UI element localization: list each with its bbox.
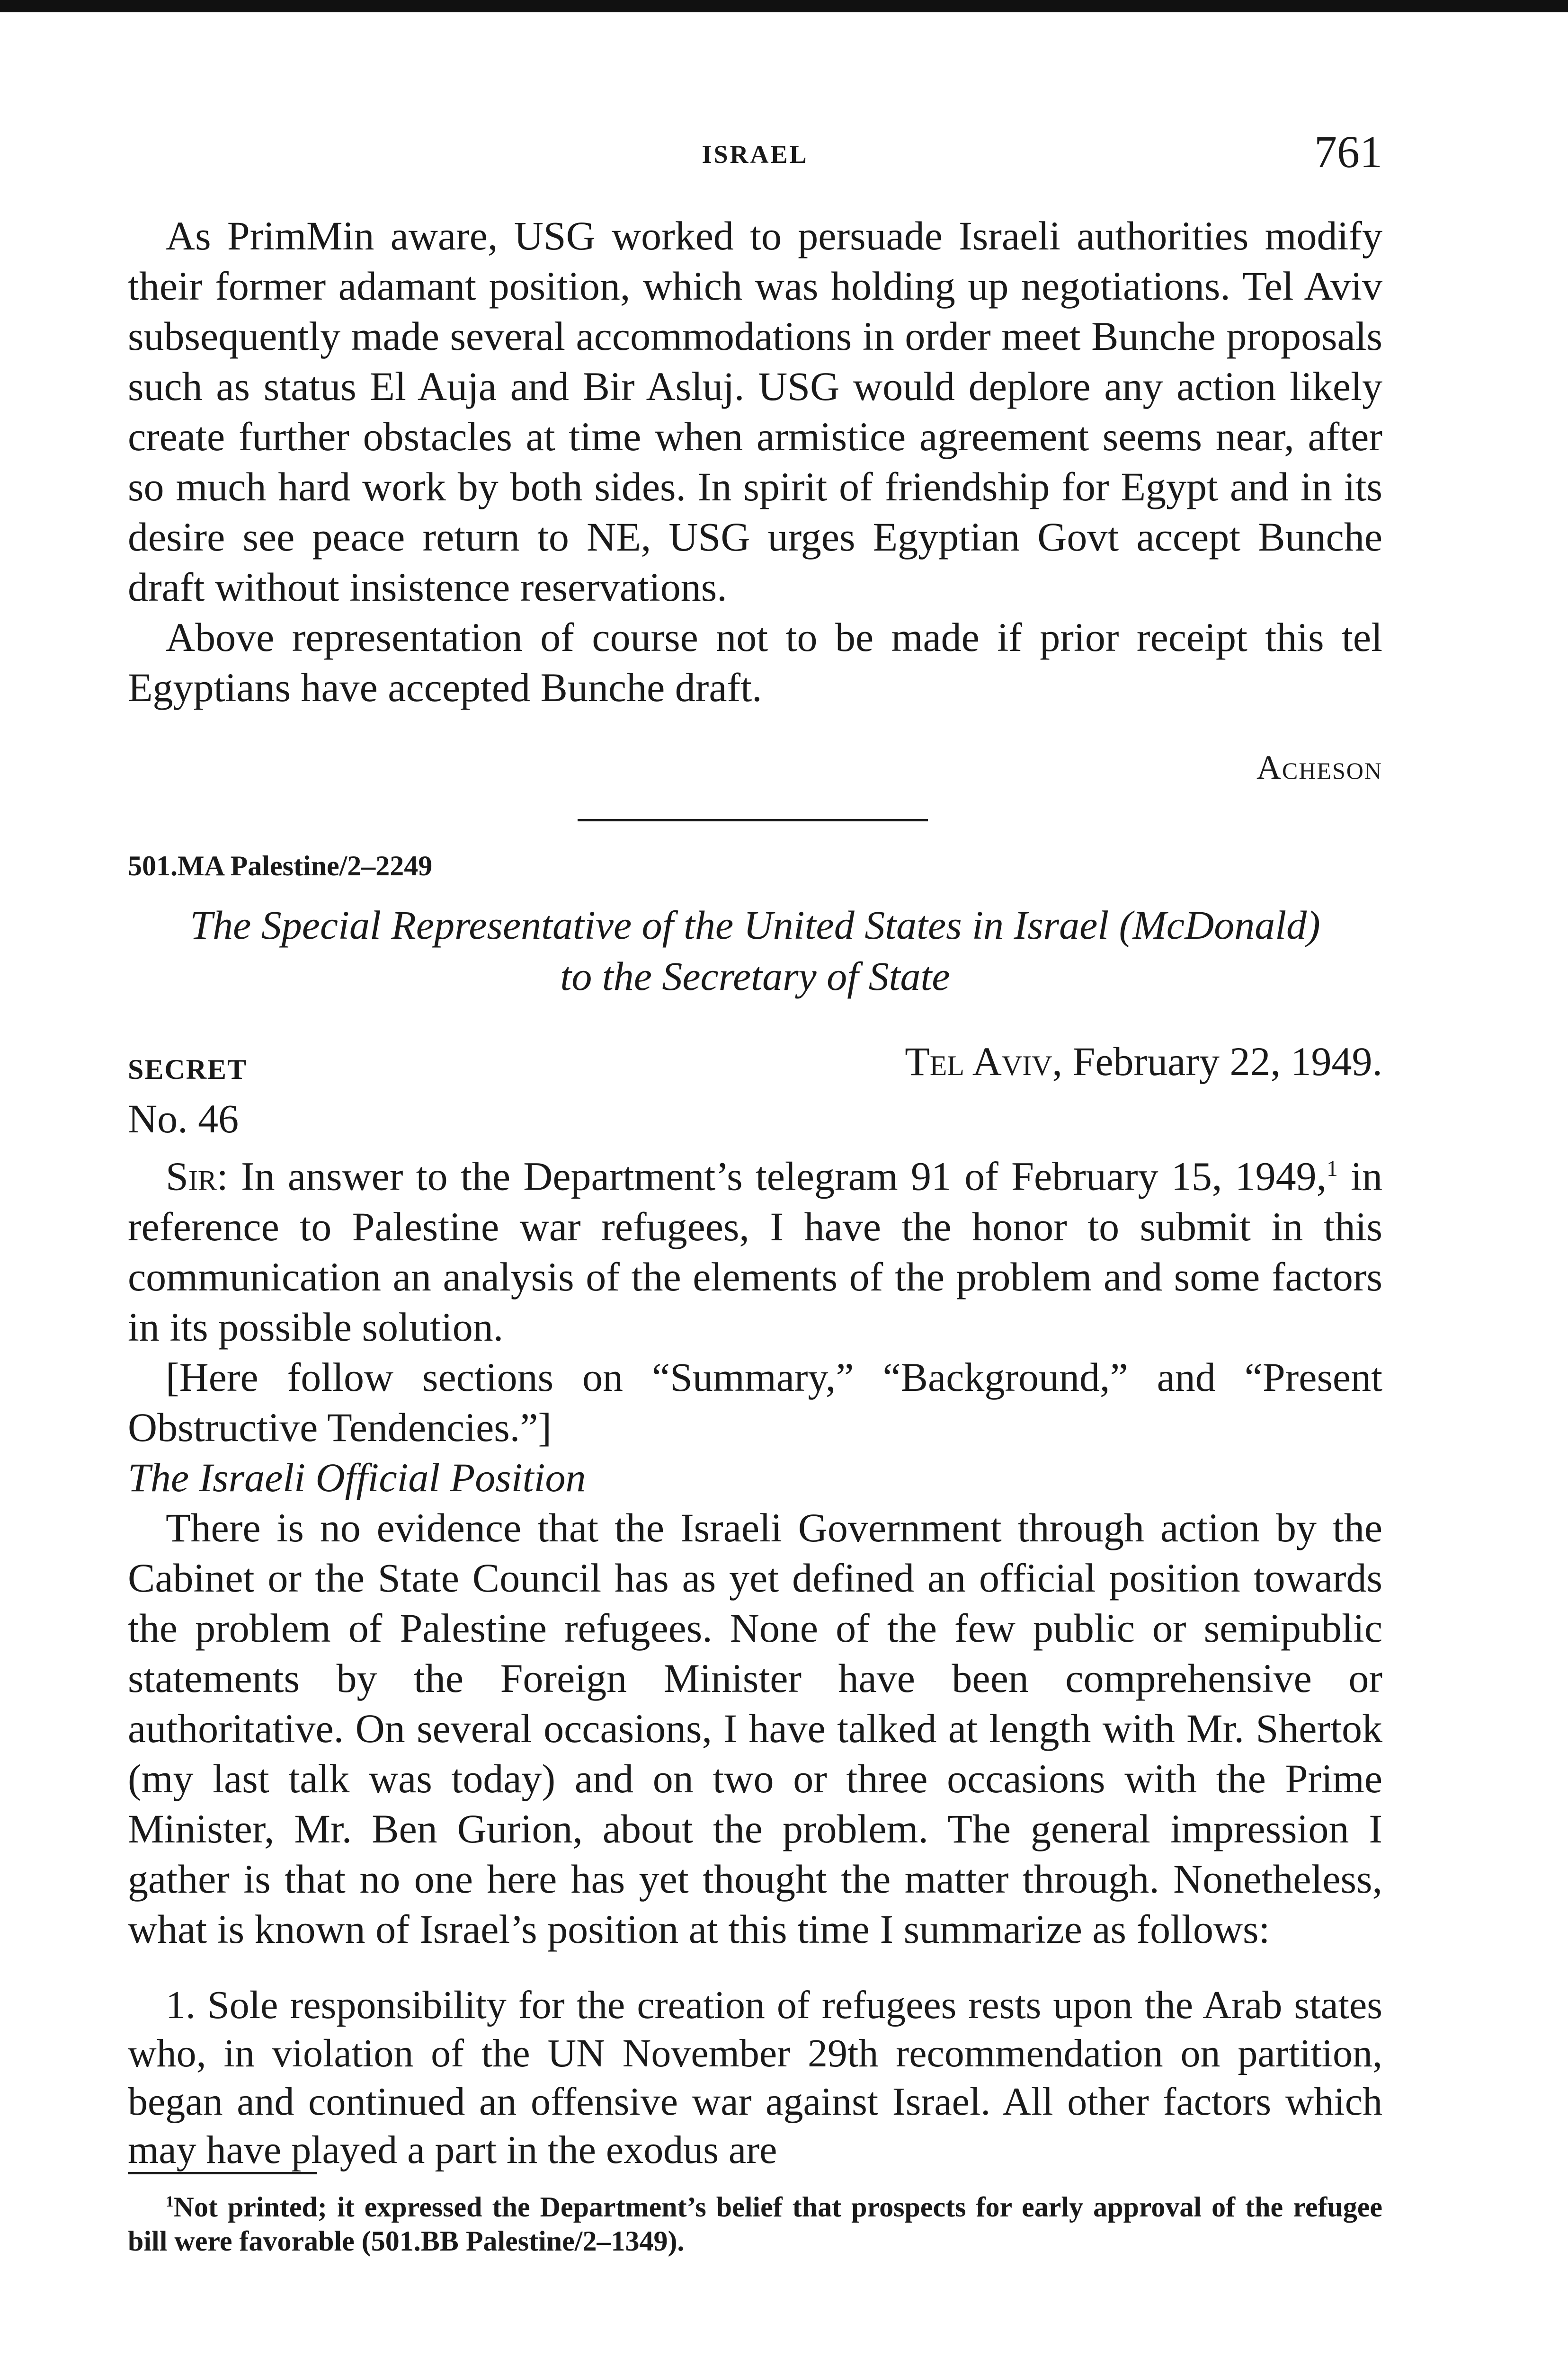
document-number: No. 46 [128, 1096, 239, 1141]
classification: SECRET [128, 1054, 248, 1085]
editorial-note: [Here follow sections on “Summary,” “Background,” and “Present Obstructive Tendencies.”] [128, 1354, 1382, 1450]
footnote-rule [128, 2172, 317, 2174]
heading-line: The Special Representative of the United States in Israel (McDonald) [190, 902, 1320, 948]
paragraph: As PrimMin aware, USG worked to persuade Israeli authorities modify their former adamant position, which was holding up negotiations. Tel Aviv subsequently made several accommodations in order meet Bunche proposals such as status El Auja and Bir Asluj. USG would deplore any action likely create further obstacles at time when armistice agreement seems near, after so much hard work by both sides. In spirit of friendship for Egypt and in its desire see peace return to NE, USG urges Egyptian Govt accept Bunche draft without insistence reservations. [128, 213, 1382, 610]
footnote-mark: 1 [166, 2193, 174, 2210]
letter-body [128, 1094, 1382, 1954]
paragraph: Above representation of course not to be made if prior receipt this tel Egyptians have accepted Bunche draft. [128, 614, 1382, 710]
signature: Acheson [1256, 748, 1382, 786]
page-number: 761 [1314, 126, 1382, 177]
salutation: Sir [166, 1153, 217, 1199]
section-divider [578, 819, 928, 821]
top-border [0, 0, 1568, 12]
heading-line: to the Secretary of State [560, 953, 950, 999]
body-text: : In answer to the Department’s telegram 91 of February 15, 1949, [216, 1153, 1327, 1199]
place: Tel Aviv [905, 1039, 1052, 1084]
paragraph: There is no evidence that the Israeli Government through action by the Cabinet or the State Council has as yet defined an official position towards the problem of Palestine refugees. None of the few public or semipublic statements by the Foreign Minister have been comprehensive or authoritative. On several occasions, I have talked at length with Mr. Shertok (my last talk was today) and on two or three occasions with the Prime Minister, Mr. Ben Gurion, about the problem. The general impression I gather is that no one here has yet thought the matter through. Nonetheless, what is known of Israel’s position at this time I summarize as follows: [128, 1504, 1382, 1952]
date: , February 22, 1949. [1052, 1039, 1382, 1084]
running-title: ISRAEL [702, 140, 809, 169]
footnote-text: Not printed; it expressed the Department’s belief that prospects for early approval of the refugee bill were favorable (501.BB Palestine/2–1349). [128, 2191, 1382, 2257]
footnote [128, 2185, 1382, 2258]
footnote-reference: 1 [1327, 1157, 1338, 1181]
dateline [905, 1038, 1382, 1085]
document-heading [128, 899, 1382, 1002]
body-text: in reference to Palestine war refugees, I have the honor to submit in this communication an analysis of the elements of the problem and some factors in its possible solution. [128, 1153, 1382, 1350]
telegram-close [128, 211, 1382, 712]
paragraph [128, 1144, 1382, 1352]
paragraph: 1. Sole responsibility for the creation of refugees rests upon the Arab states who, in violation of the UN November 29th recommendation on partition, began and continued an offensive war against Israel. All other factors which may have played a part in the exodus are [128, 1983, 1382, 2172]
section-title: The Israeli Official Position [128, 1454, 586, 1500]
numbered-point [128, 1981, 1382, 2174]
running-head [128, 125, 1382, 178]
file-number: 501.MA Palestine/2–2249 [128, 850, 433, 881]
